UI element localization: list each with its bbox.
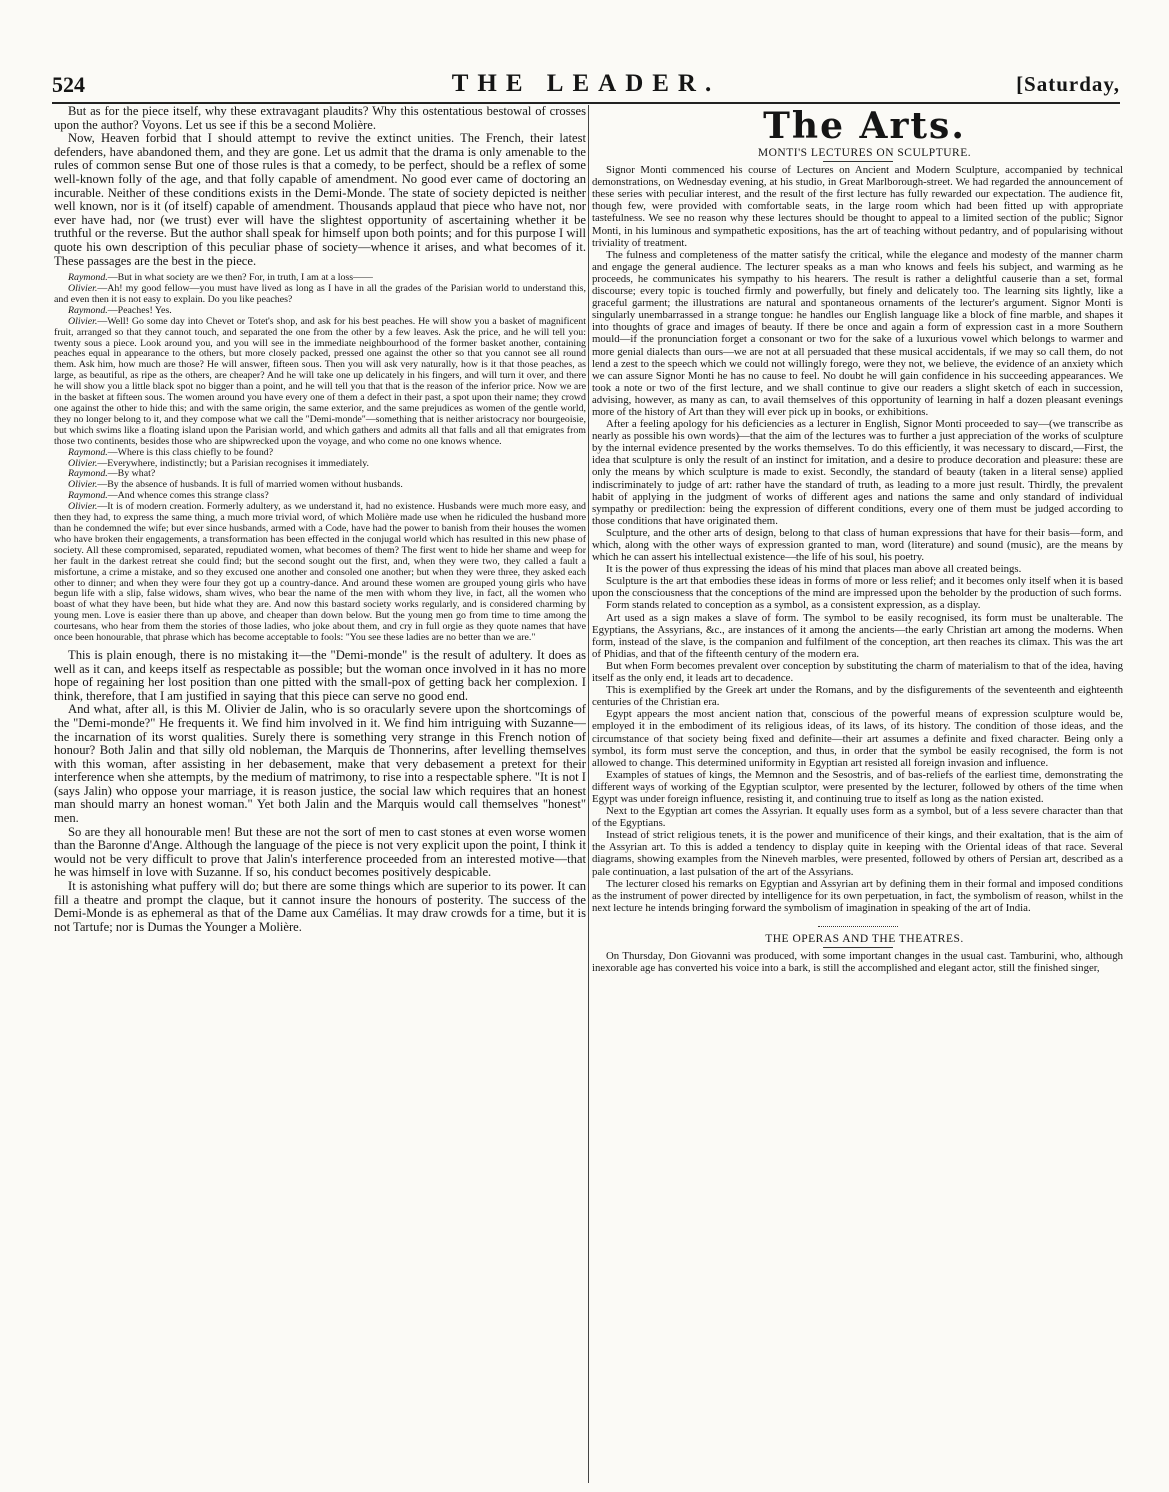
speaker-name: Raymond. xyxy=(68,468,108,480)
paragraph-text: —And whence comes this strange class? xyxy=(107,490,269,502)
operas-title: THE OPERAS AND THE THEATRES. xyxy=(765,932,964,945)
paragraph-text: —By what? xyxy=(107,468,156,480)
dialogue-line xyxy=(54,284,586,306)
speaker-name: Olivier. xyxy=(68,457,98,469)
article-paragraph xyxy=(54,132,586,268)
speaker-name: Raymond. xyxy=(68,304,108,316)
masthead xyxy=(52,68,1120,104)
speaker-name: Raymond. xyxy=(68,272,108,284)
paragraph-text: This is plain enough, there is no mistaking it—the "Demi-monde" is the result of adultery. It does as well as it can, and keeps itself as respectable as possible; but the woman once involved in it has no more hope of regaining her lost position than one pitted with the small-pox of getting back her complexion. I think, therefore, that I am justified in saying that this piece can serve no good end. xyxy=(54,647,586,703)
lecture-paragraph: It is the power of thus expressing the ideas of his mind that places man above all created beings. xyxy=(606,563,1022,576)
lecture-paragraph: The lecturer closed his remarks on Egyptian and Assyrian art by defining them in their formal and imposed conditions as the instrument of power directed by intelligence for its own perpetuation, in fact, the symbolism of reason, whilst in the next lecture he intends bringing forward the symbolism of imagination in speaking of the art of India. xyxy=(592,877,1123,914)
arts-section-header: The Arts. xyxy=(763,105,966,147)
lecture-paragraph: After a feeling apology for his deficiencies as a lecturer in English, Signor Monti proceeded to say—(we transcribe as nearly as possible his own words)—that the aim of the lectures was to further a just appreciation of the works of sculpture by the internal evidence presented by the works themselves. To do this efficiently, it was necessary to discard,—First, the idea that sculpture is only the result of an instinct for imitation, and a desire to produce decoration and pleasure: these are only the means by which sculpture is made to exist. Secondly, the standard of beauty (taken in a literal sense) applied indiscriminately to judge of art: rather have the standard of truth, as leading to a more just result. Thirdly, the prevalent habit of applying in the judgment of works of different ages and nations the same and only standard of individual sympathy or predilection: being the expression of different conditions, every one of them must be judged according to those conditions that have originated them. xyxy=(592,418,1123,527)
page-number: 524 xyxy=(52,72,85,97)
speaker-name: Raymond. xyxy=(68,446,108,458)
lectures-title: MONTI'S LECTURES ON SCULPTURE. xyxy=(757,147,972,159)
right-column xyxy=(592,105,1123,1490)
paragraph-text: It is astonishing what puffery will do; but there are some things which are superior to its power. It can fill a theatre and prompt the claque, but it cannot insure the honours of posterity. The success of the Demi-Monde is as ephemeral as that of the Dame aux Camélias. It may draw crowds for a time, but it is not Tartufe; nor is Dumas the Younger a Molière. xyxy=(54,879,586,934)
dialogue-line xyxy=(54,502,586,644)
lectures-body xyxy=(592,164,1123,914)
speaker-name: Olivier. xyxy=(68,283,98,295)
lecture-paragraph: Next to the Egyptian art comes the Assyrian. It equally uses form as a symbol, but of a less severe character than that of the Egyptians. xyxy=(592,805,1123,830)
paragraph-text: —Peaches! Yes. xyxy=(107,304,172,316)
lecture-paragraph: Examples of statues of kings, the Memnon and the Sesostris, and of bas-reliefs of the earliest time, demonstrating the different ways of working of the Egyptian sculptor, were presented by the lecturer, followed by others of the time when Egypt was under foreign influence, resisting it, and continuing true to itself as long as the nation existed. xyxy=(592,768,1123,805)
title-rule xyxy=(823,947,893,948)
article-paragraph xyxy=(54,826,586,880)
column-divider xyxy=(588,105,589,1483)
dialogue-line xyxy=(54,317,586,448)
paragraph-text: And what, after all, is this M. Olivier de Jalin, who is so oracularly severe upon the shortcomings of the "Demi-monde?" He frequents it. We find him involved in it. We find him intriguing with Suzanne—the incarnation of its worst qualities. Surely there is something very strange in this French notion of honour? Both Jalin and that silly old nobleman, the Marquis de Thonnerins, after levelling themselves with this woman, after assisting in her debasement, make that very debasement a pretext for their interference when she attempts, by the medium of matrimony, to rise into a respectable sphere. "It is not I (says Jalin) who oppose your marriage, it is reason justice, the social law which requires that an honest man should marry an honest woman." Yet both Jalin and the Marquis would call themselves "honest" men. xyxy=(54,702,586,826)
lecture-paragraph: Egypt appears the most ancient nation that, conscious of the powerful means of expression sculpture would be, employed it in the embodiment of its religious ideas, of its laws, of its history. The condition of those ideas, and the circumstance of that society being fixed and definite—their art assumes a definite and fixed character. Being only a symbol, its form must serve the conception, and thus, in order that the symbol be easily recognised, the form is not allowed to change. This determined uniformity in Egyptian art resisted all foreign invasion and influence. xyxy=(592,708,1123,769)
section-divider xyxy=(818,926,898,927)
paragraph-text: —By the absence of husbands. It is full of married women without husbands. xyxy=(97,479,403,491)
title-rule xyxy=(823,161,893,162)
article-paragraph xyxy=(54,105,586,132)
lecture-paragraph: Signor Monti commenced his course of Lectures on Ancient and Modern Sculpture, accompanied by technical demonstrations, on Wednesday evening, at his studio, in Great Marlborough-street. We had regarded the announcement of these series with peculiar interest, and the result of the first lecture has fully rewarded our expectation. The audience fit, though few, were provided with comfortable seats, in the large room which had been fitted up with appropriate tastefulness. We see no reason why these lectures should be thought to appeal to a limited section of the public; Signor Monti, in his luminous and sympathetic expositions, has the art of teaching without pedantry, and of popularising without triviality of treatment. xyxy=(592,164,1123,249)
masthead-day: [Saturday, xyxy=(1016,72,1120,96)
speaker-name: Olivier. xyxy=(68,479,98,491)
lecture-paragraph: The fulness and completeness of the matter satisfy the critical, while the elegance and modesty of the manner charm and engage the general audience. The lecturer speaks as a man who knows and feels his subject, and warming as he proceeds, he communicates his sympathy to his hearers. The result is rather a delightful causerie than a set, formal discourse; every topic is touched firmly and powerfully, but finely and delicately too. The learning sits lightly, like a graceful garment; the illustrations are natural and spontaneous ornaments of the lecturer's argument. Signor Monti is singularly unembarrassed in a strange tongue: he handles our English language like a block of fine marble, and shapes it into thoughts of grace and images of beauty. If there be once and again a form of expression cast in a more Southern mould—if the pronunciation forget a consonant or two for the sake of a luxurious vowel which belongs to warmer and more genial dialects than ours—we are not at all persuaded that these musical accidentals, if we may so call them, do not lend a zest to the speech which we could not willingly forego, were they not, we believe, the evidence of an anxiety which we can assure Signor Monti he has no cause to feel. No doubt he will gain confidence in his succeeding appearances. We took a note or two of the first lecture, and we shall continue to give our readers a slight sketch of each in succession, advising, however, as many as can, to avail themselves of this opportunity of learning in half a dozen pleasant evenings more of the history of Art than they will ever pick up in books, or exhibitions. xyxy=(592,248,1123,418)
paragraph-text: —It is of modern creation. Formerly adultery, as we understand it, had no existence. Husbands were much more easy, and then they had, to express the same thing, a much more trivial word, of which Molière made use when he ridiculed the husband more than he condemned the wife; but ever since husbands, armed with a Code, have had the power to banish from their houses the women who have broken their engagements, a transformation has been effected in the conjugal world which has resulted in this new phase of society. All these compromised, separated, repudiated women, what becomes of them? The first went to hide her shame and weep for her fault in the darkest retreat she could find; but the second sought out the first, and, when they were two, they called a fault a misfortune, a crime a mistake, and so they excused one another and consoled one another; but when they were three, they asked each other to dinner; and when they were four they got up a country-dance. And around these women are grouped young girls who have begun life with a slip, false widows, sham wives, who bear the name of the men with whom they live, in fact, all the women who boast of what they have been, but hide what they are. And now this bastard society works regularly, and is considered charming by young men. Love is easier there than up above, and cheaper than down below. But the young men go from time to time among the courtesans, who hear from them the stories of those ladies, who joke about them, and cry in full orgie as they quote names that have once been honourable, that phrase which has become acceptable to fools: "You see these ladies are no better than we are." xyxy=(54,501,586,644)
operas-paragraph: On Thursday, Don Giovanni was produced, with some important changes in the usual cast. Tamburini, who, although inexorable age has converted his voice into a bark, is still the accomplished and elegant actor, still the finished singer, xyxy=(592,950,1123,975)
speaker-name: Raymond. xyxy=(68,490,108,502)
lecture-paragraph: Sculpture is the art that embodies these ideas in forms of more or less relief; and it becomes only itself when it is based upon the consciousness that the conceptions of the mind are impressed upon the beholder by the production of such forms. xyxy=(592,575,1123,600)
speaker-name: Olivier. xyxy=(68,501,98,513)
paragraph-text: Now, Heaven forbid that I should attempt to revive the extinct unities. The French, their latest defenders, have abandoned them, and they are gone. Let us admit that the drama is only amenable to the rules of common sense But one of those rules is that a comedy, to be perfect, should be a reflex of some well-known folly of the age, and that folly capable of amendment. No good ever came of doctoring an incurable. Neither of these conditions exists in the Demi-Monde. The state of society depicted is neither well known, nor is it (of itself) capable of amendment. Thousands applaud that piece who have not, nor ever have had, nor (we trust) ever will have the slightest opportunity of ascertaining whether it be truthful or the reverse. But the author shall speak for himself upon both points; and for this purpose I will quote his own description of this peculiar phase of society—whence it arises, and what becomes of it. These passages are the best in the piece. xyxy=(54,131,586,268)
paragraph-text: —Well! Go some day into Chevet or Totet's shop, and ask for his best peaches. He will show you a basket of magnificent fruit, arranged so that they cannot touch, and separated the one from the other by a few leaves. Ask the price, and he will tell you: twenty sous a piece. Look around you, and you will see in the immediate neighbourhood of the former basket another, containing peaches equal in appearance to the others, but more closely packed, pressed one against the other so that you cannot see all round them. Ask him, how much are those? He will answer, fifteen sous. Then you will ask very naturally, how is it that those peaches, as large, as beautiful, as ripe as the others, are cheaper? And he will take one up delicately in his fingers, and will turn it over, and there he will show you a little black spot no bigger than a point, and he will tell you that that is the reason of the inferior price. Now we are in the basket at fifteen sous. The women around you have every one of them a defect in their past, a spot upon their name; they crowd one against the other to hide this; and with the same origin, the same exterior, and the same prejudices as women of the gentle world, they no longer belong to it, and they compose what we call the "Demi-monde"—something that is neither aristocracy nor bourgeoisie, but which swims like a floating island upon the Parisian world, and which gathers and admits all that falls and all that emigrates from those two continents, besides those who are shipwrecked upon the voyage, and who come no one knows whence. xyxy=(54,315,586,447)
lecture-paragraph: Instead of strict religious tenets, it is the power and munificence of their kings, and their exaltation, that is the aim of the Assyrian art. To this is added a tendency to display quite in keeping with the Oriental ideas of that race. Several diagrams, showing examples from the Nineveh marbles, were presented, followed by others of Persian art, described as a pale continuation, a last pulsation of the art of the Assyrians. xyxy=(592,829,1123,878)
paragraph-text: So are they all honourable men! But these are not the sort of men to cast stones at even worse women than the Baronne d'Ange. Although the language of the piece is not very explicit upon the point, I think it would not be very difficult to prove that Jalin's interference proceeded from an interested motive—that he was himself in love with Suzanne. If so, his conduct becomes positively despicable. xyxy=(54,824,586,880)
paragraph-text: —Everywhere, indistinctly; but a Parisian recognises it immediately. xyxy=(97,457,370,469)
lecture-paragraph: Sculpture, and the other arts of design, belong to that class of human expressions that have for their basis—form, and which, along with the other ways of expression granted to man, word (literature) and sound (music), are the means by which he can assert his intellectual existence—the life of his soul, his poetry. xyxy=(592,526,1123,564)
paragraph-text: —But in what society are we then? For, in truth, I am at a loss—— xyxy=(107,272,373,284)
paragraph-text: But as for the piece itself, why these extravagant plaudits? Why this ostentatious bestowal of crosses upon the author? Voyons. Let us see if this be a second Molière. xyxy=(54,105,586,132)
article-paragraph xyxy=(54,649,586,703)
lecture-paragraph: This is exemplified by the Greek art under the Romans, and by the disfigurements of the seventeenth and eighteenth centuries of the Christian era. xyxy=(592,684,1123,709)
paragraph-text: —Where is this class chiefly to be found? xyxy=(107,446,274,458)
article-paragraph xyxy=(54,880,586,934)
speaker-name: Olivier. xyxy=(68,315,98,327)
left-column xyxy=(54,105,586,1490)
newspaper-title: THE LEADER. xyxy=(451,70,721,97)
lecture-paragraph: Art used as a sign makes a slave of form. The symbol to be easily recognised, its form must be unalterable. The Egyptians, the Assyrians, &c., are instances of it among the ancients—the early Christian art among the moderns. When form, instead of the slave, is the companion and fulfilment of the conception, art then reaches its climax. This was the art of Phidias, and that of the fifteenth century of the modern era. xyxy=(592,611,1123,660)
lecture-paragraph: Form stands related to conception as a symbol, as a consistent expression, as a display. xyxy=(606,599,981,612)
article-paragraph xyxy=(54,703,586,825)
paragraph-text: —Ah! my good fellow—you must have lived as long as I have in all the grades of the Parisian world to understand this, and even then it is not easy to explain. Do you like peaches? xyxy=(54,283,586,305)
lecture-paragraph: But when Form becomes prevalent over conception by substituting the charm of materialism to that of the idea, having itself as the only end, it leads art to decadence. xyxy=(592,659,1123,685)
